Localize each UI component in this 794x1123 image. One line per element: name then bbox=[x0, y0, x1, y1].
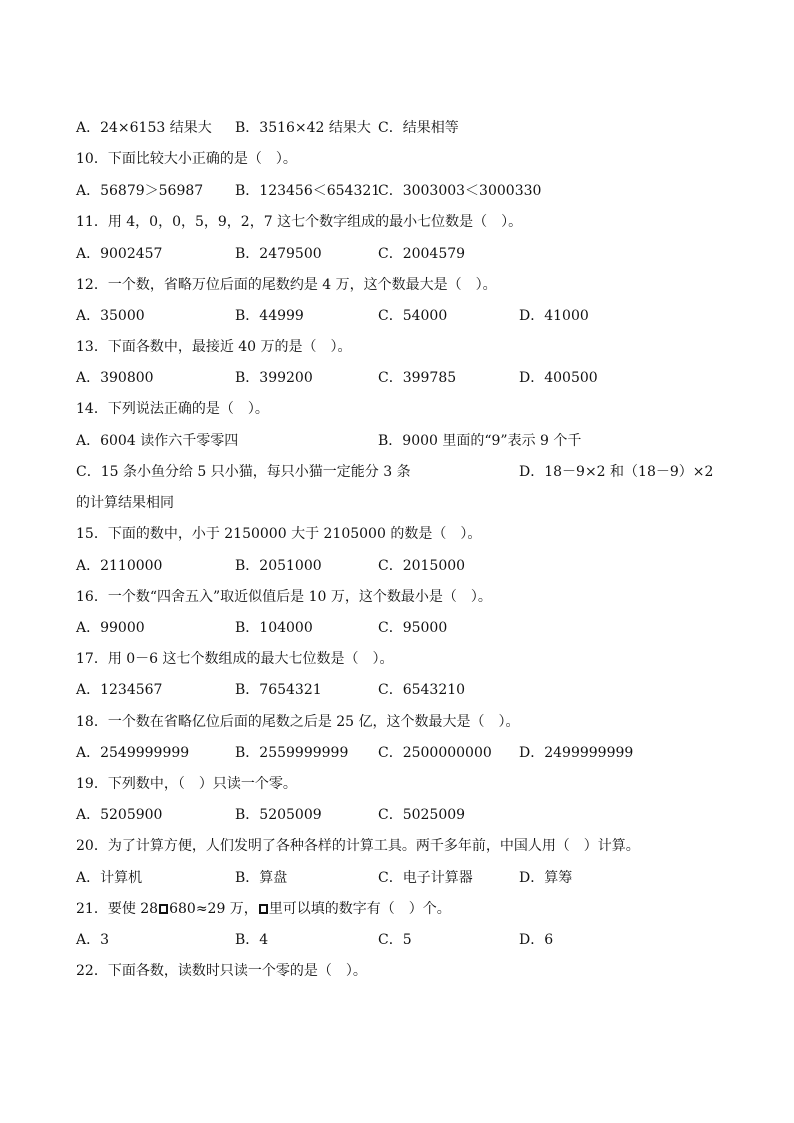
q20-options bbox=[76, 868, 734, 888]
q15-options bbox=[76, 556, 734, 576]
option-a[interactable]: A．24×6153 结果大 bbox=[76, 120, 212, 136]
q11-options bbox=[76, 244, 734, 264]
q10-question: 10．下面比较大小正确的是（ ）。 bbox=[76, 151, 297, 167]
q16-options bbox=[76, 618, 734, 638]
q18-options bbox=[76, 743, 734, 763]
q21-text-part2: 680≈29 万， bbox=[169, 901, 258, 917]
blank-box-icon bbox=[259, 904, 268, 914]
option-b[interactable]: B．3516×42 结果大 bbox=[235, 120, 371, 136]
q16-question: 16．一个数“四舍五入”取近似值后是 10 万，这个数最小是（ ）。 bbox=[76, 589, 492, 605]
q21-text-part3: 里可以填的数字有（ ）个。 bbox=[268, 901, 451, 917]
option-b[interactable]: B．7654321 bbox=[235, 682, 322, 698]
q19-question: 19．下列数中，（ ）只读一个零。 bbox=[76, 776, 297, 792]
q14-options-row1 bbox=[76, 431, 734, 451]
option-b[interactable]: B．399200 bbox=[235, 370, 313, 386]
option-d[interactable]: D．400500 bbox=[519, 370, 598, 386]
q12-question: 12．一个数，省略万位后面的尾数约是 4 万，这个数最大是（ ）。 bbox=[76, 277, 497, 293]
q21-question bbox=[76, 899, 734, 919]
option-c[interactable]: C．5025009 bbox=[378, 807, 466, 823]
option-c[interactable]: C．电子计算器 bbox=[378, 870, 473, 886]
option-c[interactable]: C．2500000000 bbox=[378, 745, 492, 761]
option-d[interactable]: D．41000 bbox=[519, 308, 589, 324]
q21-text-part1: 21．要使 28 bbox=[76, 901, 159, 917]
option-c[interactable]: C．54000 bbox=[378, 308, 448, 324]
option-c[interactable]: C．399785 bbox=[378, 370, 457, 386]
option-a[interactable]: A．5205900 bbox=[76, 807, 163, 823]
blank-box-icon bbox=[159, 904, 168, 914]
q18-question: 18．一个数在省略亿位后面的尾数之后是 25 亿，这个数最大是（ ）。 bbox=[76, 714, 520, 730]
option-c[interactable]: C．6543210 bbox=[378, 682, 466, 698]
option-c[interactable]: C．2015000 bbox=[378, 558, 466, 574]
option-d[interactable]: D．18－9×2 和（18－9）×2 bbox=[519, 464, 714, 480]
q13-question: 13．下面各数中，最接近 40 万的是（ ）。 bbox=[76, 339, 352, 355]
q9-options bbox=[76, 118, 734, 138]
q11-question: 11．用 4，0，0，5，9，2，7 这七个数字组成的最小七位数是（ ）。 bbox=[76, 214, 523, 230]
q14-option-d-continuation: 的计算结果相同 bbox=[76, 495, 174, 511]
option-b[interactable]: B．44999 bbox=[235, 308, 304, 324]
option-a[interactable]: A．35000 bbox=[76, 308, 145, 324]
q12-options bbox=[76, 306, 734, 326]
q20-question: 20．为了计算方便，人们发明了各种各样的计算工具。两千多年前，中国人用（ ）计算。 bbox=[76, 838, 640, 854]
option-a[interactable]: A．9002457 bbox=[76, 246, 163, 262]
option-b[interactable]: B．104000 bbox=[235, 620, 313, 636]
option-a[interactable]: A．390800 bbox=[76, 370, 154, 386]
option-a[interactable]: A．3 bbox=[76, 932, 110, 948]
q17-options bbox=[76, 680, 734, 700]
q14-question: 14．下列说法正确的是（ ）。 bbox=[76, 401, 269, 417]
option-b[interactable]: B．9000 里面的“9”表示 9 个千 bbox=[378, 433, 582, 449]
option-c[interactable]: C．95000 bbox=[378, 620, 448, 636]
q19-options bbox=[76, 805, 734, 825]
option-b[interactable]: B．5205009 bbox=[235, 807, 322, 823]
option-d[interactable]: D．2499999999 bbox=[519, 745, 634, 761]
option-a[interactable]: A．2549999999 bbox=[76, 745, 190, 761]
option-c[interactable]: C．3003003＜3000330 bbox=[378, 183, 542, 199]
option-b[interactable]: B．2559999999 bbox=[235, 745, 349, 761]
option-b[interactable]: B．4 bbox=[235, 932, 269, 948]
option-b[interactable]: B．算盘 bbox=[235, 870, 288, 886]
option-c[interactable]: C．2004579 bbox=[378, 246, 466, 262]
q13-options bbox=[76, 368, 734, 388]
option-c[interactable]: C．15 条小鱼分给 5 只小猫，每只小猫一定能分 3 条 bbox=[76, 464, 411, 480]
option-a[interactable]: A．计算机 bbox=[76, 870, 143, 886]
option-a[interactable]: A．99000 bbox=[76, 620, 145, 636]
q22-question: 22．下面各数，读数时只读一个零的是（ ）。 bbox=[76, 963, 367, 979]
option-b[interactable]: B．123456＜654321 bbox=[235, 183, 381, 199]
q17-question: 17．用 0－6 这七个数组成的最大七位数是（ ）。 bbox=[76, 651, 394, 667]
option-b[interactable]: B．2479500 bbox=[235, 246, 322, 262]
option-c[interactable]: C．结果相等 bbox=[378, 120, 459, 136]
option-b[interactable]: B．2051000 bbox=[235, 558, 322, 574]
q21-options bbox=[76, 930, 734, 950]
option-a[interactable]: A．56879＞56987 bbox=[76, 183, 204, 199]
option-c[interactable]: C．5 bbox=[378, 932, 412, 948]
option-d[interactable]: D．算筹 bbox=[519, 870, 573, 886]
option-a[interactable]: A．1234567 bbox=[76, 682, 163, 698]
q10-options bbox=[76, 181, 734, 201]
q15-question: 15．下面的数中，小于 2150000 大于 2105000 的数是（ ）。 bbox=[76, 526, 482, 542]
option-a[interactable]: A．2110000 bbox=[76, 558, 163, 574]
option-d[interactable]: D．6 bbox=[519, 932, 554, 948]
option-a[interactable]: A．6004 读作六千零零四 bbox=[76, 433, 239, 449]
q14-options-row2 bbox=[76, 462, 734, 482]
